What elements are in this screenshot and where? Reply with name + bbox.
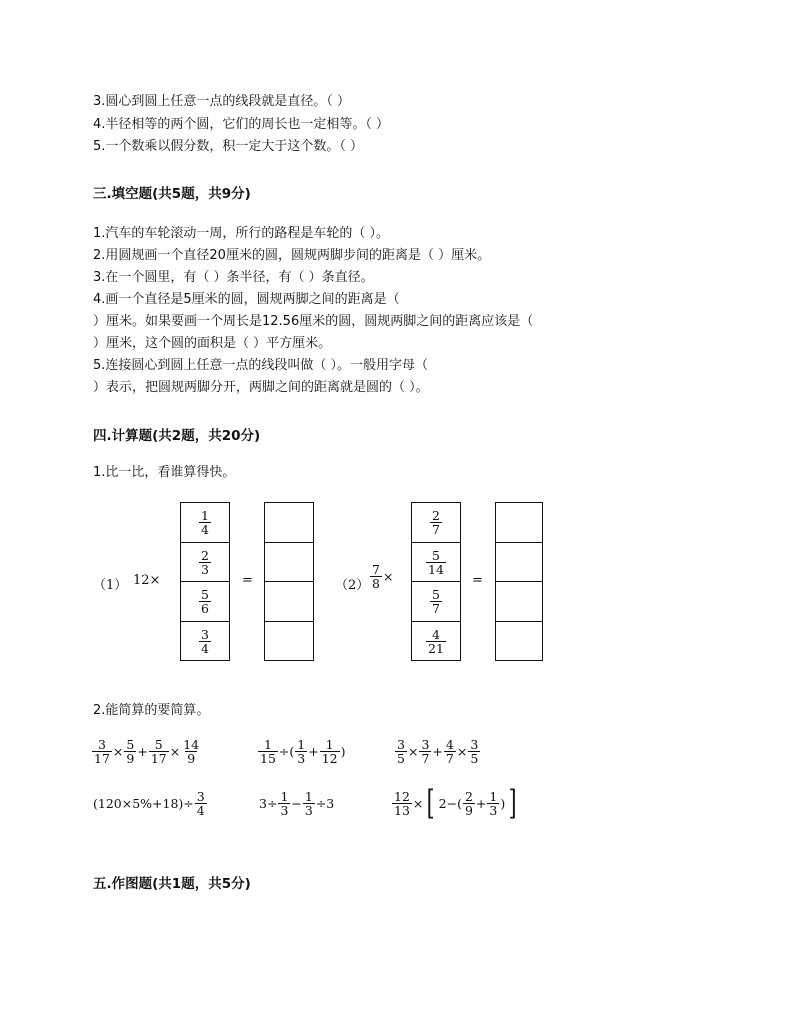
part2-equals: = xyxy=(472,573,483,588)
fill-line-5-cont: ）表示，把圆规两脚分开，两脚之间的距离就是圆的（ ）。 xyxy=(93,380,429,395)
part1-answer-box-2[interactable] xyxy=(265,543,313,582)
calc-q2-title: 2.能简算的要简算。 xyxy=(93,703,210,718)
section5-heading: 五.作图题(共1题，共5分) xyxy=(93,876,251,892)
part2-fraction-column xyxy=(411,502,461,661)
fraction: $\frac{2}{3}$ xyxy=(201,547,209,577)
section4-heading: 四.计算题(共2题，共20分) xyxy=(93,428,261,444)
part2-answer-box-4[interactable] xyxy=(496,622,542,660)
fill-line-4: 4.画一个直径是5厘米的圆，圆规两脚之间的距离是（ xyxy=(93,292,400,307)
expression-1: $\frac{3}{17}$ × $\frac{5}{9}$ + $\frac{5}{17}$ × $\frac{14}{9}$ xyxy=(94,737,200,766)
fill-line-3: 3.在一个圆里，有（ ）条半径，有（ ）条直径。 xyxy=(93,270,374,285)
part1-fraction-column xyxy=(180,502,230,661)
calc-q1-title: 1.比一比，看谁算得快。 xyxy=(93,465,236,480)
part2-answer-box-1[interactable] xyxy=(496,503,542,543)
part1-answer-box-1[interactable] xyxy=(265,503,313,543)
part1-cell-3 xyxy=(181,582,229,622)
part2-answer-box-3[interactable] xyxy=(496,582,542,622)
expression-3: $\frac{3}{5}$ × $\frac{3}{7}$ + $\frac{4}{7}$ × $\frac{3}{5}$ xyxy=(397,737,479,766)
fraction: $\frac{2}{7}$ xyxy=(432,508,440,537)
part2-label: （2） xyxy=(335,578,370,593)
expression-4: (120×5%+18)÷ $\frac{3}{4}$ xyxy=(93,789,205,818)
part1-cell-4 xyxy=(181,622,229,660)
fraction: $\frac{4}{21}$ xyxy=(428,626,444,656)
judge-item-4: 4.半径相等的两个圆，它们的周长也一定相等。（ ） xyxy=(93,117,390,132)
part1-answer-box-3[interactable] xyxy=(265,582,313,622)
part1-label: （1） xyxy=(93,578,128,593)
judge-item-3: 3.圆心到圆上任意一点的线段就是直径。（ ） xyxy=(93,94,351,109)
part2-cell-3 xyxy=(412,582,460,622)
part1-answer-column xyxy=(264,502,314,661)
fill-line-4-cont2: ）厘米，这个圆的面积是（ ）平方厘米。 xyxy=(93,336,332,351)
expression-2: $\frac{1}{15}$ ÷( $\frac{1}{3}$ + $\frac{1}{12}$ ) xyxy=(260,737,346,766)
expression-5: 3÷ $\frac{1}{3}$ − $\frac{1}{3}$ ÷3 xyxy=(259,789,335,818)
judge-item-5: 5.一个数乘以假分数，积一定大于这个数。（ ） xyxy=(93,139,364,154)
expression-6: $\frac{12}{13}$ × [ 2−( $\frac{2}{9}$ + $\frac{1}{3}$ ) ] xyxy=(394,783,517,823)
part1-cell-1 xyxy=(181,503,229,543)
fraction: $\frac{7}{8}$ xyxy=(372,562,380,591)
fill-line-4-cont: ）厘米。如果要画一个周长是12.56厘米的圆，圆规两脚之间的距离应该是（ xyxy=(93,314,534,329)
part1-equals: = xyxy=(242,573,253,588)
fraction: $\frac{3}{4}$ xyxy=(201,626,209,656)
part2-answer-column xyxy=(495,502,543,661)
fill-line-1: 1.汽车的车轮滚动一周，所行的路程是车轮的（ ）。 xyxy=(93,226,390,241)
part1-cell-2 xyxy=(181,543,229,582)
fraction: $\frac{5}{6}$ xyxy=(201,587,209,616)
fill-line-2: 2.用圆规画一个直径20厘米的圆，圆规两脚步间的距离是（ ）厘米。 xyxy=(93,248,491,263)
part2-answer-box-2[interactable] xyxy=(496,543,542,582)
fraction: $\frac{5}{14}$ xyxy=(428,547,444,577)
fill-line-5: 5.连接圆心到圆上任意一点的线段叫做（ ）。一般用字母（ xyxy=(93,358,429,373)
part2-cell-1 xyxy=(412,503,460,543)
part2-cell-4 xyxy=(412,622,460,660)
section3-heading: 三.填空题(共5题，共9分) xyxy=(93,186,251,202)
fraction: $\frac{1}{4}$ xyxy=(201,508,209,537)
fraction: $\frac{5}{7}$ xyxy=(432,587,440,616)
part2-multiplier: $\frac{7}{8}$ × xyxy=(372,562,394,591)
part2-cell-2 xyxy=(412,543,460,582)
part1-multiplier: 12× xyxy=(133,573,161,588)
part1-answer-box-4[interactable] xyxy=(265,622,313,660)
